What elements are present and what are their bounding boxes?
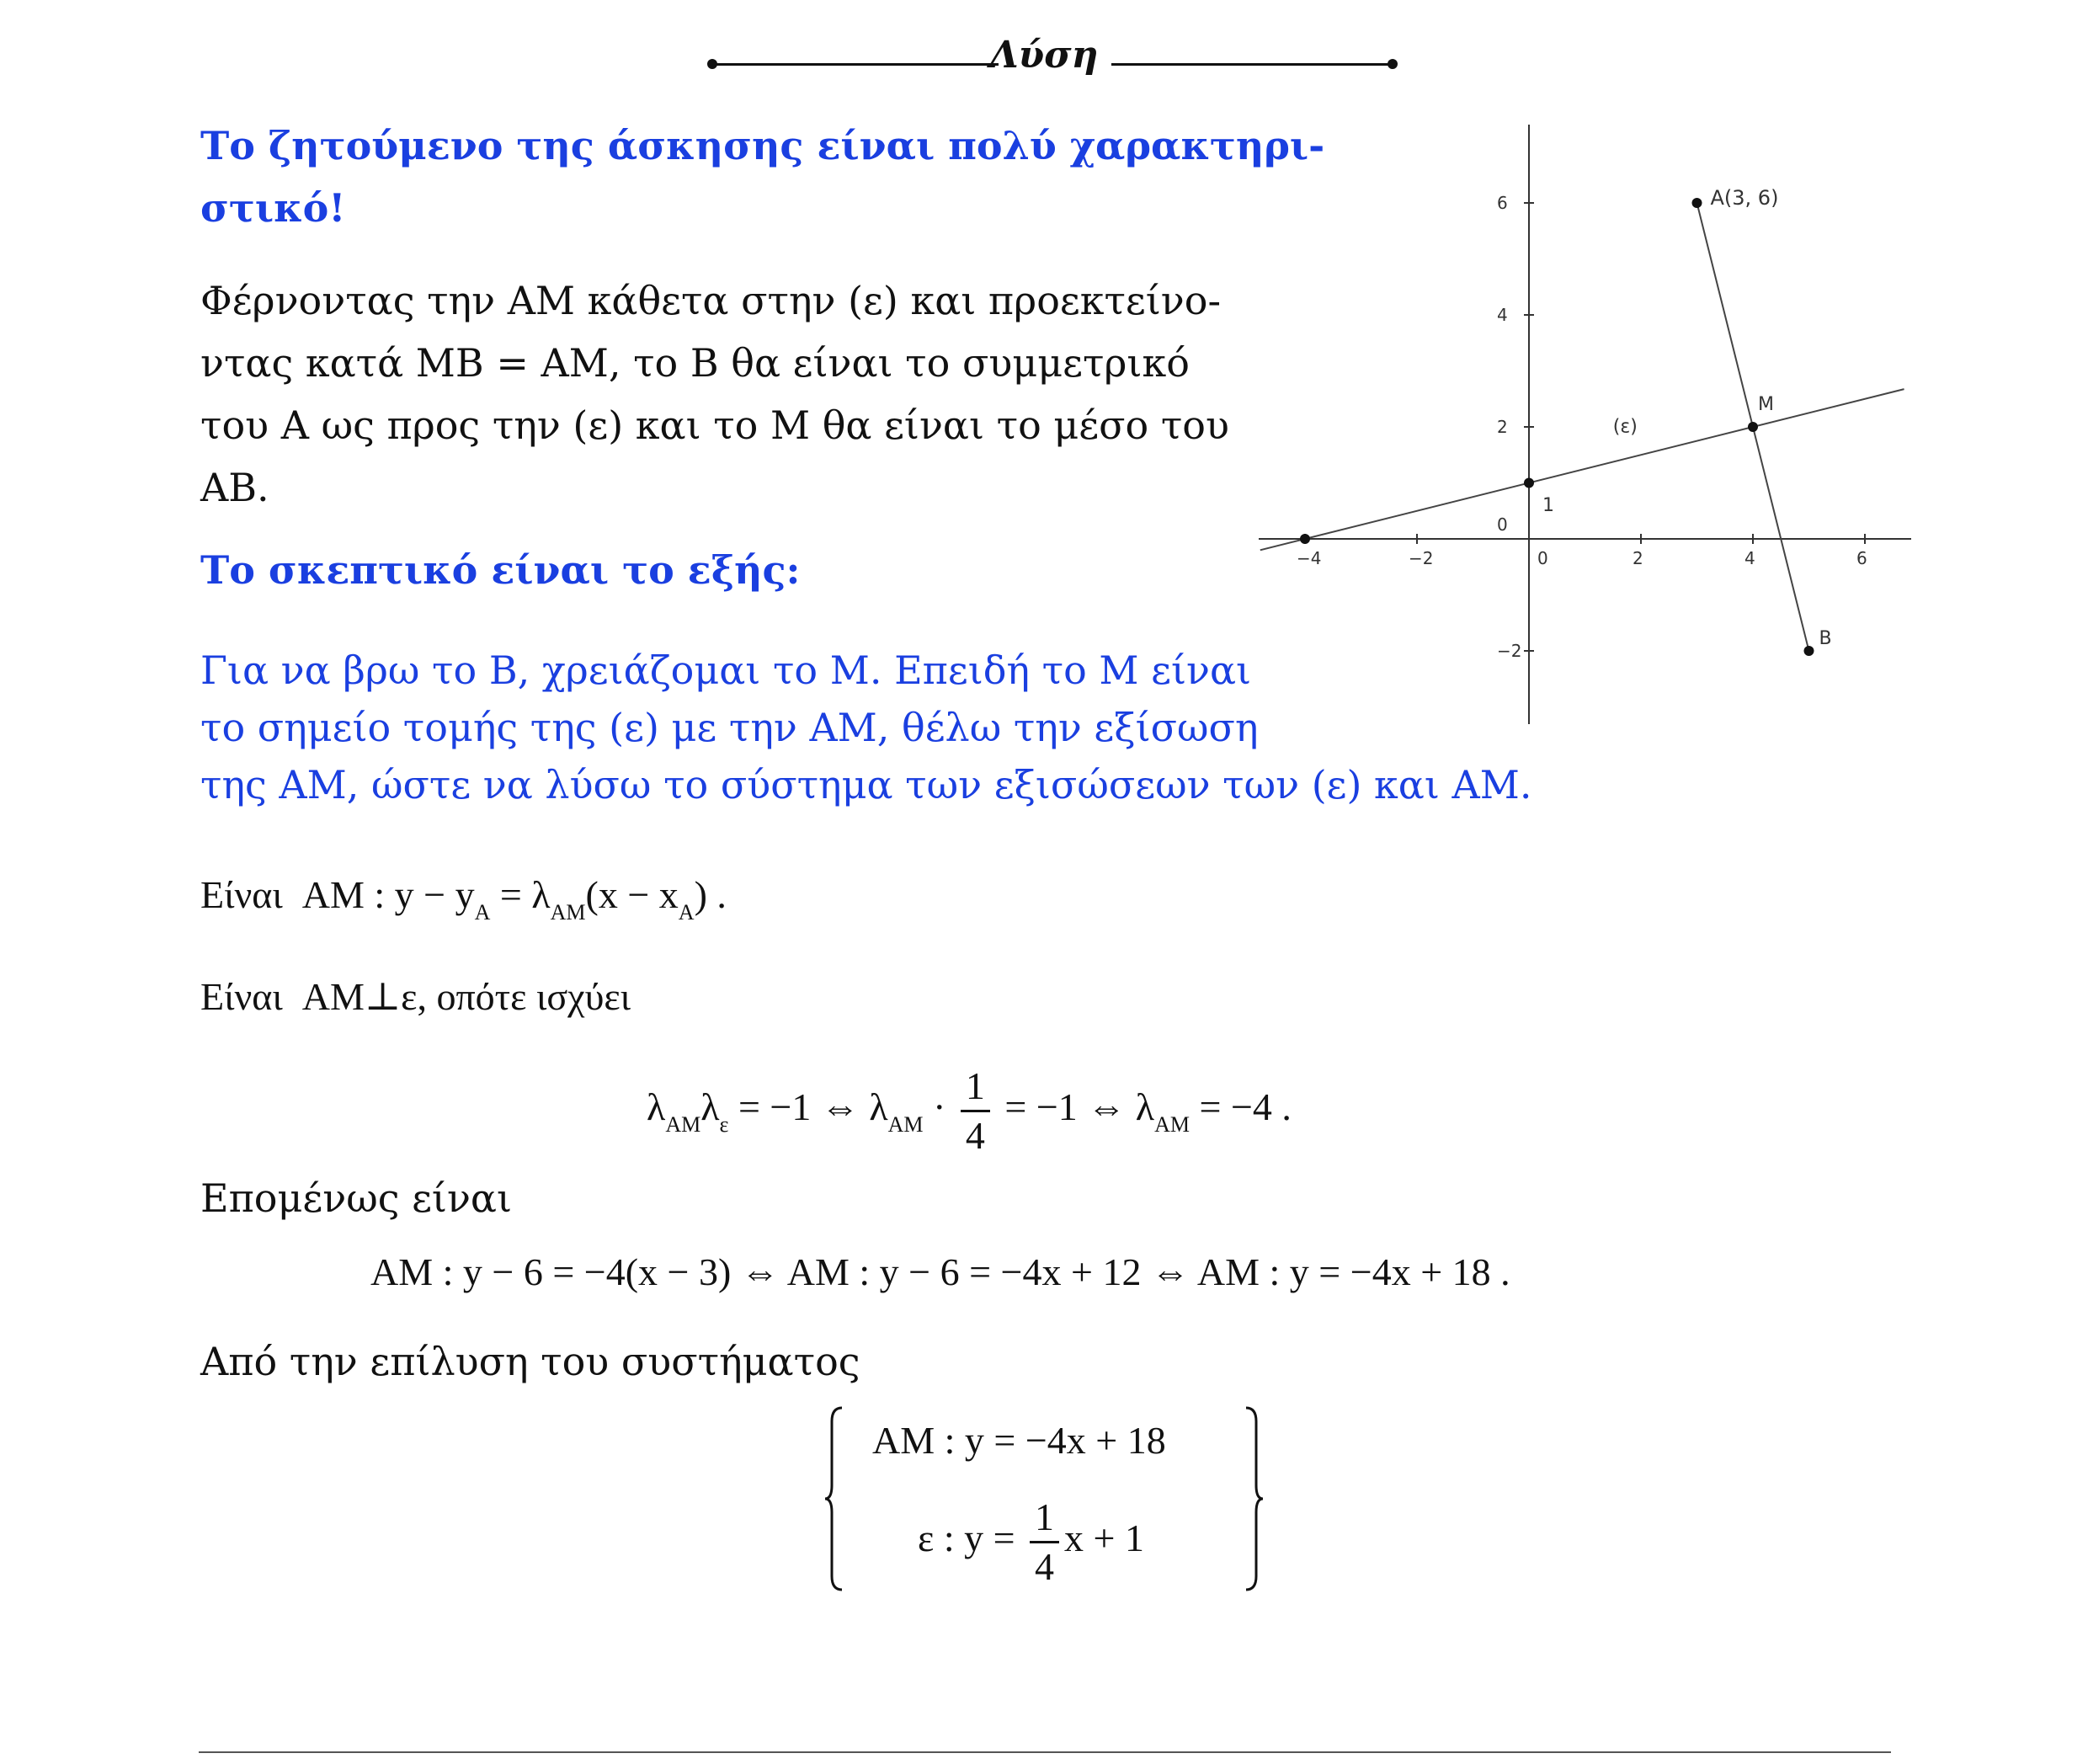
line-epsilon xyxy=(1260,389,1904,550)
intro-line-1: Το ζητούμενο της άσκησης είναι πολύ χαρακτηρι- xyxy=(200,123,1325,168)
system-label: Από την επίλυση του συστήματος xyxy=(200,1339,860,1384)
equation-slope: $\lambda_{AM}\lambda_\varepsilon = -1$ ⇔ $\lambda_{AM}$ · $\frac{1}{4}$ = −1 ⇔ $\lambda_{AM} = -4$ . xyxy=(647,1063,1292,1159)
x-tick-label: −2 xyxy=(1409,548,1434,568)
equation-system xyxy=(825,1404,1263,1593)
y-tick-label: 2 xyxy=(1497,417,1508,437)
graph-svg xyxy=(1254,118,1911,741)
label-epsilon: (ε) xyxy=(1612,416,1638,438)
x-tick-label: −4 xyxy=(1297,548,1322,568)
paragraph-line-4: ΑΒ. xyxy=(200,465,269,510)
paragraph-line-2: ντας κατά ΜΒ = ΑΜ, το Β θα είναι το συμμετρικό xyxy=(200,340,1190,386)
header-right-dot xyxy=(1388,59,1398,69)
y-tick-label: 4 xyxy=(1497,305,1508,325)
system-fraction: $\frac{1}{4}$ xyxy=(1030,1494,1059,1591)
system-row-am: AM : y = −4x + 18 xyxy=(872,1419,1166,1462)
label-m: M xyxy=(1758,394,1774,415)
point-intercept-y xyxy=(1524,478,1534,488)
reasoning-line-1: Για να βρω το Β, χρειάζομαι το Μ. Επειδή το Μ είναι xyxy=(200,648,1252,693)
header-right-rule xyxy=(1111,63,1389,66)
reasoning-line-3: της ΑΜ, ώστε να λύσω το σύστημα των εξισώσεων των (ε) και ΑΜ. xyxy=(200,762,1532,807)
paragraph-line-3: του Α ως προς την (ε) και το Μ θα είναι το μέσο του xyxy=(200,402,1229,448)
label-intercept-one: 1 xyxy=(1542,494,1554,516)
paragraph-line-1: Φέρνοντας την ΑΜ κάθετα στην (ε) και προεκτείνο- xyxy=(200,278,1221,323)
label-a: A(3, 6) xyxy=(1710,186,1779,210)
x-tick-label: 0 xyxy=(1537,548,1548,568)
y-tick-label: 0 xyxy=(1497,514,1508,535)
point-m xyxy=(1748,422,1758,432)
reasoning-title: Το σκεπτικό είναι το εξής: xyxy=(200,547,801,593)
fraction-one-quarter: $\frac{1}{4}$ xyxy=(961,1063,990,1159)
footer-rule xyxy=(199,1751,1891,1753)
system-row-epsilon: ε : y = $\frac{1}{4}$ x + 1 xyxy=(918,1494,1144,1591)
point-intercept-x xyxy=(1300,534,1310,544)
intro-line-2: στικό! xyxy=(200,185,346,231)
x-tick-label: 6 xyxy=(1856,548,1867,568)
coordinate-graph xyxy=(1254,118,1911,741)
therefore-label: Επομένως είναι xyxy=(200,1175,513,1221)
equation-am-general: Είναι AM : $y - y_A = \lambda_{AM}(x - x_A)$ . xyxy=(200,873,727,925)
section-header xyxy=(699,34,1389,93)
reasoning-line-2: το σημείο τομής της (ε) με την ΑΜ, θέλω την εξίσωση xyxy=(200,705,1259,750)
equation-am-final: AM : y − 6 = −4(x − 3) ⇔ AM : y − 6 = −4x + 12 ⇔ AM : y = −4x + 18 . xyxy=(370,1250,1510,1293)
point-b xyxy=(1804,646,1814,656)
label-b: B xyxy=(1819,628,1832,649)
x-tick-label: 2 xyxy=(1633,548,1643,568)
header-title: Λύση xyxy=(989,34,1099,77)
y-tick-label: 6 xyxy=(1497,193,1508,213)
y-tick-label: −2 xyxy=(1497,641,1522,661)
equation-perpendicular: Είναι AM⊥ε, οπότε ισχύει xyxy=(200,975,631,1018)
point-a xyxy=(1692,198,1702,208)
x-tick-label: 4 xyxy=(1744,548,1755,568)
